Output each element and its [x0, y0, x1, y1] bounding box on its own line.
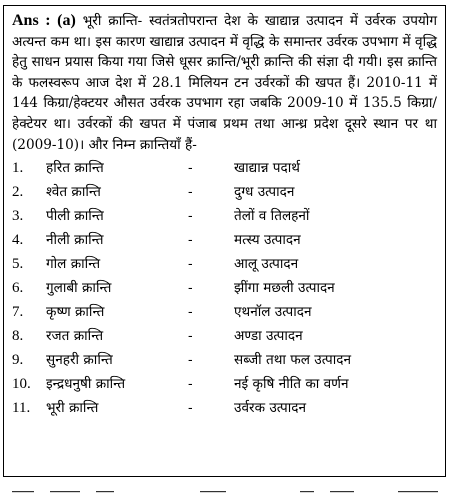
revolution-product: उर्वरक उत्पादन [234, 400, 307, 417]
separator: - [188, 352, 193, 369]
revolution-product: नई कृषि नीति का वर्णन [234, 376, 349, 393]
revolution-name: गुलाबी क्रान्ति [46, 280, 112, 297]
revolution-name: नीली क्रान्ति [46, 232, 104, 249]
list-item [12, 276, 437, 300]
revolution-name: रजत क्रान्ति [46, 328, 104, 345]
revolution-name: श्वेत क्रान्ति [46, 184, 101, 201]
separator: - [188, 256, 193, 273]
item-number: 11. [12, 400, 31, 417]
answer-box [3, 5, 446, 477]
list-item [12, 228, 437, 252]
revolution-product: एथनॉल उत्पादन [234, 304, 312, 321]
revolution-list [12, 156, 437, 420]
revolution-name: इन्द्रधनुषी क्रान्ति [46, 376, 126, 393]
revolution-product: तेलों व तिलहनों [234, 208, 310, 225]
revolution-name: कृष्ण क्रान्ति [46, 304, 105, 321]
item-number: 9. [12, 352, 24, 369]
revolution-name: गोल क्रान्ति [46, 256, 101, 273]
answer-paragraph [12, 11, 437, 155]
separator: - [188, 328, 193, 345]
revolution-product: दुग्ध उत्पादन [234, 184, 295, 201]
separator: - [188, 376, 193, 393]
list-item [12, 252, 437, 276]
item-number: 6. [12, 280, 24, 297]
list-item [12, 300, 437, 324]
separator: - [188, 232, 193, 249]
separator: - [188, 208, 193, 225]
revolution-name: भूरी क्रान्ति [46, 400, 99, 417]
list-item [12, 324, 437, 348]
answer-text: भूरी क्रान्ति- स्वतंत्रतोपरान्त देश के खाद्यान्न उत्पादन में उर्वरक उपयोग अत्यन्त कम था। इस कारण खाद्यान्न उत्पादन में वृद्धि के समान्तर उर्वरक उपभाग में वृद्धि हेतु साधन प्रयास किया गया जिसे धूसर क्रान्ति/भूरी क्रान्ति की संज्ञा दी गयी। इस क्रान्ति के फलस्वरूप आज देश में 28.1 मिलियन टन उर्वरकों की खपत हैं। 2010-11 में 144 किग्रा/हेक्टयर औसत उर्वरक उपभाग रहा जबकि 2009-10 में 135.5 किग्रा/हेक्टेयर था। उर्वरकों की खपत में पंजाब प्रथम तथा आन्ध्र प्रदेश दूसरे स्थान पर था (2009-10)। और निम्न क्रान्तियाँ हैं- [12, 13, 437, 153]
revolution-product: झींगा मछली उत्पादन [234, 280, 335, 297]
revolution-name: सुनहरी क्रान्ति [46, 352, 113, 369]
list-item [12, 180, 437, 204]
item-number: 5. [12, 256, 24, 273]
item-number: 10. [12, 376, 31, 393]
cropped-text-fragment [0, 482, 457, 494]
list-item [12, 396, 437, 420]
item-number: 4. [12, 232, 24, 249]
list-item [12, 156, 437, 180]
list-item [12, 372, 437, 396]
revolution-product: आलू उत्पादन [234, 256, 299, 273]
item-number: 7. [12, 304, 24, 321]
revolution-product: अण्डा उत्पादन [234, 328, 303, 345]
revolution-product: सब्जी तथा फल उत्पादन [234, 352, 352, 369]
separator: - [188, 304, 193, 321]
revolution-product: खाद्यान्न पदार्थ [234, 160, 300, 177]
separator: - [188, 184, 193, 201]
item-number: 2. [12, 184, 24, 201]
revolution-name: पीली क्रान्ति [46, 208, 104, 225]
list-item [12, 348, 437, 372]
answer-label: Ans : (a) [12, 12, 76, 29]
item-number: 1. [12, 160, 24, 177]
separator: - [188, 280, 193, 297]
item-number: 8. [12, 328, 24, 345]
revolution-product: मत्स्य उत्पादन [234, 232, 301, 249]
cropped-text-marks [0, 485, 457, 494]
list-item [12, 204, 437, 228]
revolution-name: हरित क्रान्ति [46, 160, 104, 177]
separator: - [188, 160, 193, 177]
item-number: 3. [12, 208, 24, 225]
separator: - [188, 400, 193, 417]
